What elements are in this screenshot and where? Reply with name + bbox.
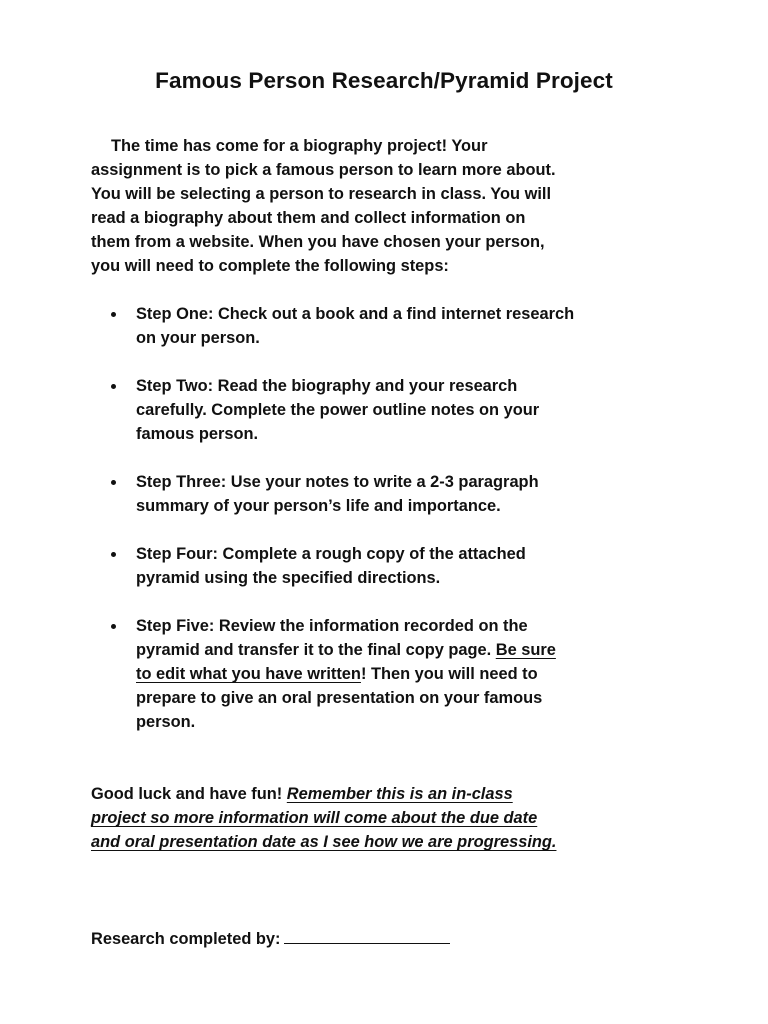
step-line: Step Five: Review the information recorded on the — [136, 617, 528, 635]
step-line: famous person. — [136, 425, 259, 443]
closing-emphasis: and oral presentation date as I see how we are progressing. — [91, 833, 557, 851]
intro-line: them from a website. When you have chosen your person, — [91, 233, 545, 251]
bullet-icon — [111, 552, 116, 557]
bullet-icon — [111, 384, 116, 389]
step-line — [136, 662, 696, 686]
closing-emphasis: project so more information will come about the due date — [91, 809, 538, 827]
bullet-icon — [111, 480, 116, 485]
closing-plain-text: Good luck and have fun! — [91, 785, 287, 803]
closing-line — [91, 782, 691, 806]
signature-line — [91, 926, 691, 951]
underlined-emphasis: to edit what you have written — [136, 665, 361, 683]
step-line: carefully. Complete the power outline notes on your — [136, 401, 540, 419]
closing-paragraph — [91, 782, 691, 854]
step-line: pyramid using the specified directions. — [136, 569, 441, 587]
step-text — [136, 614, 696, 734]
step-text — [136, 302, 696, 350]
step-text — [136, 542, 696, 590]
page-title: Famous Person Research/Pyramid Project — [155, 68, 613, 93]
signature-label: Research completed by: — [91, 930, 281, 948]
bullet-icon — [111, 624, 116, 629]
intro-line: You will be selecting a person to research in class. You will — [91, 185, 551, 203]
signature-blank-field[interactable] — [284, 926, 450, 944]
step-line: summary of your person’s life and importance. — [136, 497, 501, 515]
step-line: Step One: Check out a book and a find internet research — [136, 305, 575, 323]
step-text-plain: ! Then you will need to — [360, 665, 538, 683]
intro-line: read a biography about them and collect information on — [91, 209, 526, 227]
underlined-emphasis: Be sure — [495, 641, 556, 659]
step-line: person. — [136, 713, 196, 731]
bullet-icon — [111, 312, 116, 317]
intro-line: you will need to complete the following steps: — [91, 257, 449, 275]
step-line: prepare to give an oral presentation on your famous — [136, 689, 543, 707]
step-line — [136, 638, 696, 662]
closing-emphasis: Remember this is an in-class — [286, 785, 513, 803]
step-line: Step Four: Complete a rough copy of the attached — [136, 545, 526, 563]
intro-line: The time has come for a biography project! Your — [111, 137, 488, 155]
step-text — [136, 470, 696, 518]
intro-paragraph — [91, 134, 691, 278]
step-text-plain: pyramid and transfer it to the final copy page. — [136, 641, 496, 659]
intro-line: assignment is to pick a famous person to learn more about. — [91, 161, 556, 179]
step-text — [136, 374, 696, 446]
step-line: on your person. — [136, 329, 260, 347]
step-line: Step Three: Use your notes to write a 2-3 paragraph — [136, 473, 539, 491]
step-line: Step Two: Read the biography and your research — [136, 377, 518, 395]
